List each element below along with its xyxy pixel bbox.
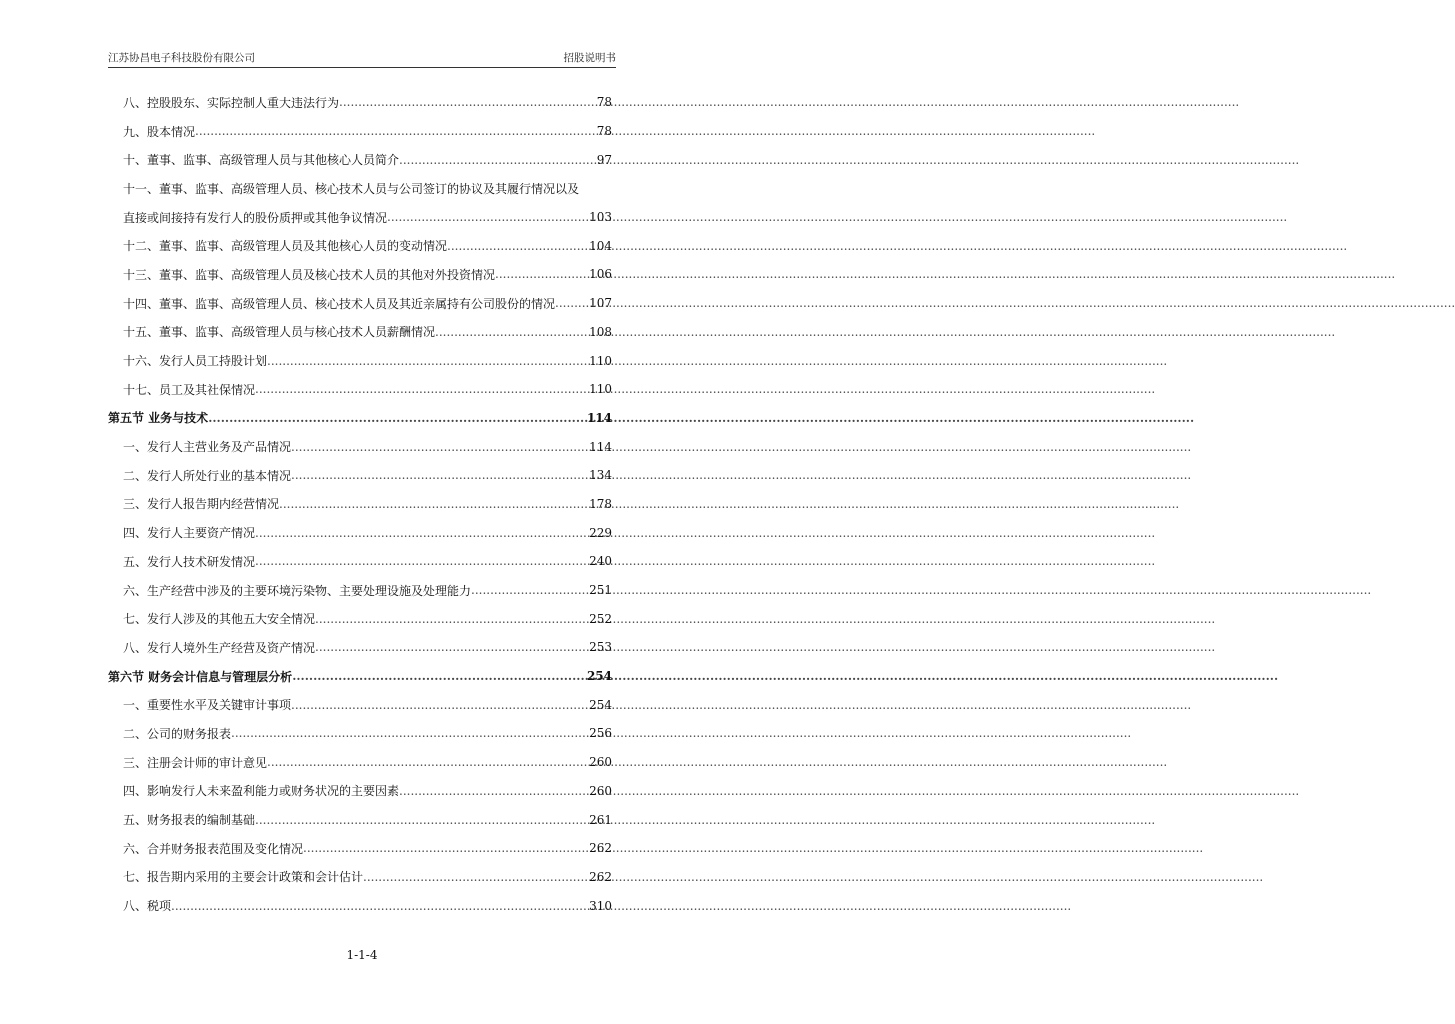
dot-leader: [555, 296, 588, 310]
table-of-contents: [108, 88, 612, 920]
toc-entry-page: 104: [589, 238, 612, 253]
toc-entry-page: 229: [589, 525, 612, 540]
toc-entry-label: 十二、董事、监事、高级管理人员及其他核心人员的变动情况: [123, 239, 448, 254]
toc-entry-page: 103: [589, 210, 612, 225]
toc-entry-label: 十七、员工及其社保情况: [123, 382, 256, 397]
dot-leader: [291, 698, 588, 712]
toc-entry[interactable]: [108, 576, 612, 605]
toc-entry[interactable]: [108, 547, 612, 576]
page-number: 1-1-4: [346, 948, 378, 962]
company-name: 江苏协昌电子科技股份有限公司: [108, 52, 255, 64]
toc-entry-page: 178: [589, 496, 612, 511]
dot-leader: [208, 411, 586, 425]
toc-entry-label: 十一、董事、监事、高级管理人员、核心技术人员与公司签订的协议及其履行情况以及: [123, 181, 580, 196]
toc-entry-page: 261: [589, 812, 612, 827]
toc-entry[interactable]: [108, 231, 612, 260]
toc-entry[interactable]: [108, 604, 612, 633]
dot-leader: [267, 354, 588, 368]
dot-leader: [495, 267, 588, 281]
dot-leader: [279, 497, 588, 511]
toc-entry-page: 262: [589, 869, 612, 884]
dot-leader: [399, 153, 596, 167]
toc-entry-label: 三、注册会计师的审计意见: [123, 755, 268, 770]
toc-entry-label: 三、发行人报告期内经营情况: [123, 497, 280, 512]
dot-leader: [267, 755, 588, 769]
toc-entry[interactable]: [108, 289, 612, 318]
toc-entry[interactable]: [108, 375, 612, 404]
toc-entry-page: 106: [589, 267, 612, 282]
dot-leader: [231, 726, 588, 740]
toc-entry-page: 110: [589, 353, 612, 368]
toc-entry-label: 直接或间接持有发行人的股份质押或其他争议情况: [123, 210, 388, 225]
dot-leader: [255, 526, 588, 540]
toc-entry-page: 114: [589, 439, 612, 454]
toc-entry-page: 78: [596, 95, 612, 110]
header-divider: [108, 67, 616, 68]
toc-entry-label: 四、影响发行人未来盈利能力或财务状况的主要因素: [123, 784, 400, 799]
toc-entry[interactable]: [108, 690, 612, 719]
toc-entry-page: 78: [596, 124, 612, 139]
dot-leader: [255, 813, 588, 827]
toc-entry[interactable]: [108, 777, 612, 806]
toc-entry-page: 108: [589, 324, 612, 339]
toc-entry-page: 260: [589, 783, 612, 798]
toc-entry-page: 240: [589, 554, 612, 569]
dot-leader: [255, 554, 588, 568]
toc-entry-page: 107: [589, 296, 612, 311]
toc-entry[interactable]: [108, 461, 612, 490]
dot-leader: [292, 669, 586, 683]
toc-entry[interactable]: [108, 260, 612, 289]
toc-section-heading[interactable]: [108, 404, 612, 433]
dot-leader: [171, 899, 588, 913]
toc-entry-label: 八、控股股东、实际控制人重大违法行为: [123, 95, 340, 110]
toc-entry-page: 110: [589, 382, 612, 397]
toc-entry[interactable]: [108, 891, 612, 920]
toc-entry[interactable]: [108, 518, 612, 547]
toc-entry-label: 一、发行人主营业务及产品情况: [123, 440, 292, 455]
toc-entry-page: 97: [596, 152, 612, 167]
toc-entry-wrapped-line2[interactable]: [108, 203, 612, 232]
toc-entry-label: 八、发行人境外生产经营及资产情况: [123, 640, 316, 655]
toc-entry[interactable]: [108, 346, 612, 375]
toc-entry-label: 六、合并财务报表范围及变化情况: [123, 841, 304, 856]
toc-entry-label: 二、公司的财务报表: [123, 726, 232, 741]
toc-section-heading[interactable]: [108, 662, 612, 691]
dot-leader: [303, 841, 588, 855]
toc-entry[interactable]: [108, 863, 612, 892]
toc-entry[interactable]: [108, 633, 612, 662]
toc-entry-label: 十六、发行人员工持股计划: [123, 354, 268, 369]
toc-entry[interactable]: [108, 748, 612, 777]
dot-leader: [387, 210, 588, 224]
dot-leader: [315, 612, 588, 626]
toc-entry-page: 252: [589, 611, 612, 626]
dot-leader: [291, 468, 588, 482]
toc-entry[interactable]: [108, 432, 612, 461]
toc-entry[interactable]: [108, 88, 612, 117]
toc-entry[interactable]: [108, 145, 612, 174]
toc-entry-label: 四、发行人主要资产情况: [123, 526, 256, 541]
dot-leader: [195, 124, 596, 138]
toc-entry-label: 七、发行人涉及的其他五大安全情况: [123, 612, 316, 627]
document-type: 招股说明书: [563, 52, 616, 64]
toc-entry-page: 256: [589, 726, 612, 741]
toc-section-page: 114: [586, 410, 612, 425]
toc-entry-page: 260: [589, 755, 612, 770]
dot-leader: [255, 382, 588, 396]
toc-entry-wrapped-line1[interactable]: [108, 174, 612, 203]
toc-entry[interactable]: [108, 117, 612, 146]
toc-entry-label: 十五、董事、监事、高级管理人员与核心技术人员薪酬情况: [123, 325, 436, 340]
toc-section-label: 第六节 财务会计信息与管理层分析: [108, 669, 293, 684]
toc-entry-label: 十四、董事、监事、高级管理人员、核心技术人员及其近亲属持有公司股份的情况: [123, 296, 556, 311]
dot-leader: [363, 870, 588, 884]
dot-leader: [399, 784, 588, 798]
toc-entry-label: 六、生产经营中涉及的主要环境污染物、主要处理设施及处理能力: [123, 583, 472, 598]
toc-entry[interactable]: [108, 834, 612, 863]
toc-entry-label: 二、发行人所处行业的基本情况: [123, 468, 292, 483]
page-header: [108, 50, 616, 66]
dot-leader: [291, 440, 588, 454]
toc-section-label: 第五节 业务与技术: [108, 411, 209, 426]
toc-entry-label: 十、董事、监事、高级管理人员与其他核心人员简介: [123, 153, 400, 168]
toc-entry-page: 253: [589, 640, 612, 655]
toc-entry-page: 262: [589, 841, 612, 856]
toc-entry-label: 五、发行人技术研发情况: [123, 554, 256, 569]
toc-entry-label: 十三、董事、监事、高级管理人员及核心技术人员的其他对外投资情况: [123, 267, 496, 282]
toc-entry-label: 八、税项: [123, 899, 172, 914]
dot-leader: [471, 583, 588, 597]
dot-leader: [435, 325, 588, 339]
toc-entry-label: 九、股本情况: [123, 124, 196, 139]
toc-entry[interactable]: [108, 318, 612, 347]
dot-leader: [315, 640, 588, 654]
toc-entry[interactable]: [108, 490, 612, 519]
toc-entry-label: 七、报告期内采用的主要会计政策和会计估计: [123, 870, 364, 885]
toc-entry-page: 310: [589, 898, 612, 913]
toc-section-page: 254: [586, 669, 612, 684]
toc-entry-page: 251: [589, 583, 612, 598]
toc-entry-page: 254: [589, 697, 612, 712]
toc-entry-label: 五、财务报表的编制基础: [123, 813, 256, 828]
dot-leader: [447, 239, 588, 253]
toc-entry[interactable]: [108, 719, 612, 748]
toc-entry-label: 一、重要性水平及关键审计事项: [123, 698, 292, 713]
toc-entry[interactable]: [108, 805, 612, 834]
toc-entry-page: 134: [589, 468, 612, 483]
dot-leader: [339, 95, 596, 109]
